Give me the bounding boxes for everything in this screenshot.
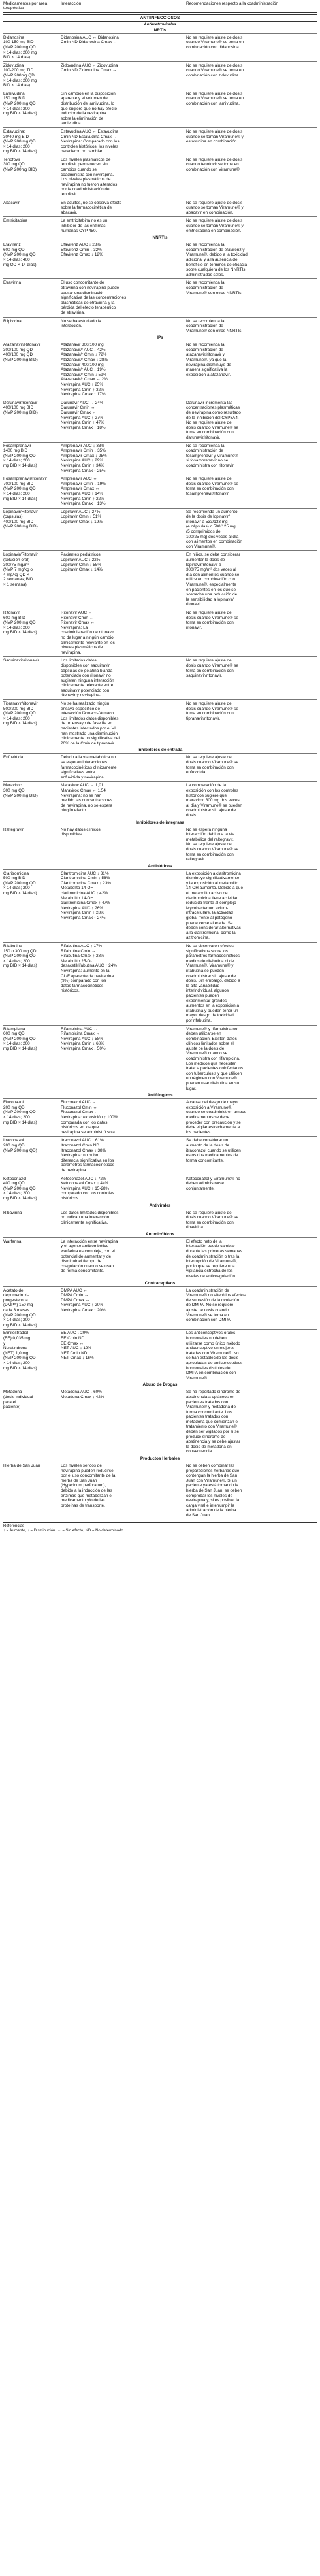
- drug-cell: Zidovudina 100-200 mg TID (NVP 200mg QD × 14 días; 200 mg BID × 14 días): [3, 63, 37, 88]
- table-row: [3, 1209, 317, 1231]
- interaction-cell: Didanosina AUC ↔ Didanosina Cmin ND Didanosina Cmax ↔: [61, 35, 119, 45]
- table-row: [3, 278, 317, 316]
- drug-cell: Fluconazol 200 mg QD (NVP 200 mg QD × 14 días; 200 mg BID × 14 días): [3, 1100, 37, 1125]
- subsection-subtitle: IPs: [157, 335, 163, 341]
- drug-cell: Didanosina 100-150 mg BID (NVP 200 mg QD × 14 días; 200 mg BID × 14 días): [3, 35, 37, 60]
- interaction-cell: Rifampicina AUC ↔ Rifampicina Cmax ↔ Nevirapina AUC ↓ 58% Nevirapina Cmin ↓ 68% Nevirapina Cmax ↓ 50%: [61, 1026, 106, 1051]
- drug-cell: Raltegravir: [3, 827, 24, 832]
- recommendation-cell: No se requiere ajuste de dosis cuando Viramune® se toma en combinación con enfuvirtida.: [186, 755, 238, 775]
- table-row: [3, 550, 317, 609]
- recommendation-cell: No se deben combinar las preparaciones herbarias que contengan la hierba de San Juan con Viramune®. Si un paciente ya está tomando la hierba de San Juan, se deben comprobar los niveles de nevirapina y, si es posible, la carga viral e interrumpir la administración de la hierba de San Juan.: [186, 1464, 242, 1518]
- drug-cell: Efavirenz 600 mg QD (NVP 200 mg QD × 14 días; 400 mg QD × 14 días): [3, 243, 37, 267]
- interaction-cell: DMPA AUC ↔ DMPA Cmin ↔ DMPA Cmax ↔ Nevirapina AUC ↑ 20% Nevirapina Cmax ↑ 20%: [61, 1288, 106, 1313]
- table-row: [3, 442, 317, 475]
- interaction-cell: Ritonavir AUC ↔ Ritonavir Cmin ↔ Ritonavir Cmax ↔ Nevirapina: La coadministración de ritonavir no da lugar a ningún cambio clínicamente relevante en los niveles plasmáticos de nevirapina.: [61, 610, 115, 655]
- drug-cell: Metadona (dosis individual para el paciente): [3, 1390, 33, 1410]
- recommendation-cell: No se requiere ajuste de dosis cuando Viramune® se toma en combinación con lamivudina.: [186, 91, 244, 106]
- table-row: [3, 1098, 317, 1136]
- subsection-subtitle: Inhibidores de integrasa: [136, 820, 184, 825]
- drug-cell: Itraconazol 200 mg QD (NVP 200 mg QD): [3, 1138, 37, 1153]
- table-row: [3, 609, 317, 656]
- recommendation-cell: Se recomienda un aumento de la dosis de lopinavir/ ritonavir a 533/133 mg (4 cápsulas) o 500/125 mg (5 comprimidos de 100/25 mg) dos veces al día con alimentos en combinación con Viramune®.: [186, 509, 242, 549]
- subsection-subtitle: Contraceptivos: [144, 1280, 176, 1286]
- recommendation-cell: No se recomienda la coadministración de efavirenz y Viramune®, debido a la toxicidad adicional y a la ausencia de beneficio en términos de eficacia sobre cualquiera de los NNRTIs administrados solos.: [186, 243, 248, 277]
- interaction-cell: Metadona AUC ↓ 60% Metadona Cmax ↓ 42%: [61, 1390, 104, 1399]
- recommendation-cell: No se requiere ajuste de dosis cuando se toman Viramune® y estavudina en combinación.: [186, 129, 244, 144]
- table-row: [3, 508, 317, 551]
- recommendation-cell: No se espera ninguna interacción debido a la vía metabólica del raltegravir. No se requiere ajuste de dosis cuando Viramune® se toma en combinación con raltegravir.: [186, 827, 238, 862]
- drug-cell: Tipranavir/ritonavir 500/200 mg BID (NVP 200 mg QD × 14 días; 200 mg BID × 14 días): [3, 701, 38, 726]
- interaction-cell: La interacción entre nevirapina y el agente antitrombótico warfarina es compleja, con el potencial de aumentar y de disminuir el tiempo de coagulación cuando se usan de forma concomitante.: [61, 1239, 118, 1274]
- table-row: [3, 216, 317, 235]
- interaction-cell: No hay datos clínicos disponibles.: [61, 827, 101, 837]
- drug-cell: Darunavir/ritonavir 400/100 mg BID (NVP 200 mg BID): [3, 400, 38, 415]
- recommendation-cell: No se requiere ajuste de dosis cuando se toman Viramune® y emtricitabina en combinación.: [186, 218, 244, 233]
- interaction-cell: Los datos limitados disponibles no indican una interacción clínicamente significativa.: [61, 1210, 119, 1225]
- recommendation-cell: No se requiere ajuste de dosis cuando Viramune® se toma en combinación con ribavirina.: [186, 1210, 238, 1230]
- drug-cell: Lopinavir/Ritonavir (solución oral) 300/75 mg/m² (NVP 7 mg/kg o 4 mg/kg QD × 2 semanas; BID × 1 semana): [3, 552, 38, 587]
- table-row: [3, 1462, 317, 1520]
- drug-cell: Etravirina: [3, 280, 21, 286]
- subsection-subtitle: Inhibidores de entrada: [137, 748, 183, 753]
- table-row: [3, 33, 317, 61]
- recommendation-cell: No se recomienda la coadministración de atazanavir/ritonavir y Viramune®, ya que la nevirapina disminuye de manera significativa la exposición a atazanavir.: [186, 343, 231, 377]
- recommendation-cell: Darunavir incrementa las concentraciones plasmáticas de nevirapina como resultado de la inhibición del CYP3A4. No se requiere ajuste de dosis cuando Viramune® se toma en combinación con darunavir/ritonavir.: [186, 400, 241, 440]
- recommendation-cell: No se requiere ajuste de dosis cuando Viramune® se toma en combinación con didanosina.: [186, 35, 244, 50]
- table-row: [3, 61, 317, 90]
- interaction-cell: EE AUC ↓ 20% EE Cmin ND EE Cmax ↔ NET AUC ↓ 19% NET Cmin ND NET Cmax ↓ 16%: [61, 1331, 94, 1361]
- footnote: ↑ = Aumento, ↓ = Disminución, ↔ = Sin efecto, ND = No determinado: [3, 1528, 123, 1533]
- recommendation-cell: Se ha reportado síndrome de abstinencia a opiáceos en pacientes tratados con Viramune® y metadona de forma concomitante. Los pacientes tratados con metadona que comienzan el tratamiento con Viramune® deben ser vigilados por si se produce síndrome de abstinencia y se debe ajustar la dosis de metadona en consecuencia.: [186, 1390, 241, 1454]
- drug-cell: Ritonavir 600 mg BID (NVP 200 mg QD × 14 días; 200 mg BID × 14 días): [3, 610, 37, 635]
- table-row: [3, 1175, 317, 1203]
- interaction-cell: No se ha realizado ningún ensayo específico de interacción fármaco-fármaco. Los limitados datos disponibles de un ensayo de fase IIa en pacientes infectados por el VIH han mostrado una disminución clínicamente no significativa del 20% de la Cmin de tipranavir.: [61, 701, 120, 746]
- drug-cell: Rifabutina 150 o 300 mg QD (NVP 200 mg QD × 14 días; 200 mg BID × 14 días): [3, 944, 37, 969]
- interaction-cell: Zidovudina AUC ↔ Zidovudina Cmin ND Zidovudina Cmax ↔: [61, 63, 118, 73]
- table-row: [3, 90, 317, 127]
- table-row: [3, 341, 317, 399]
- drug-cell: Lopinavir/Ritonavir (cápsulas) 400/100 mg BID (NVP 200 mg BID): [3, 509, 38, 529]
- recommendation-cell: No se recomienda la coadministración de Viramune® con otros NNRTIs.: [186, 318, 243, 333]
- footnotes: [3, 1522, 317, 1533]
- interaction-cell: Claritromicina AUC ↓ 31% Claritromicina Cmin ↓ 56% Claritromicina Cmax ↓ 23% Metabolito 14-OH claritromicina AUC ↑ 42% Metabolito 14-OH claritromicina Cmax ↑ 47% Nevirapina AUC ↑ 26% Nevirapina Cmin ↑ 28% Nevirapina Cmax ↑ 24%: [61, 871, 112, 921]
- recommendation-cell: La coadministración de Viramune® no alteró los efectos de supresión de la ovulación de DMPA. No se requiere ajuste de dosis cuando Viramune® se toma en combinación con DMPA.: [186, 1288, 246, 1323]
- table-row: [3, 1388, 317, 1456]
- interaction-cell: Sin cambios en la disposición aparente y el volumen de distribución de lamivudina, lo que sugiere que no hay efecto inductor de la nevirapina sobre la eliminación de lamivudina.: [61, 91, 117, 126]
- table-row: [3, 1237, 317, 1280]
- drug-cell: Ribavirina: [3, 1210, 22, 1215]
- footnote: Referencias: [3, 1524, 25, 1528]
- interaction-cell: Itraconazol AUC ↓ 61% Itraconazol Cmin ND Itraconazol Cmax ↓ 38% Nevirapina: no hubo diferencia significativa en los parámetros farmacocinéticos de nevirapina.: [61, 1138, 115, 1173]
- section-title: ANTIINFECCIOSOS: [3, 14, 317, 22]
- drug-cell: Estavudina: 30/40 mg BID (NVP 200 mg QD × 14 días; 200 mg BID × 14 días): [3, 129, 37, 154]
- recommendation-cell: La exposición a claritromicina disminuyó significativamente y la exposición al metabolito 14-OH aumentó. Debido a que el metabolito activo de claritromicina tiene actividad reducida frente al complejo Mycobacterium avium- intracellulare, la actividad global frente al patógeno puede verse alterada. Se deben considerar alternativas a la claritromicina, como la azitromicina.: [186, 871, 244, 941]
- subsection-subtitle: Abuso de Drogas: [142, 1382, 178, 1388]
- drug-cell: Hierba de San Juan: [3, 1464, 40, 1469]
- drug-cell: Fosamprenavir/ritonavir 700/100 mg BID (NVP 200 mg QD × 14 días; 200 mg BID × 14 días): [3, 477, 48, 501]
- drug-cell: Abacavir: [3, 200, 20, 205]
- interaction-cell: Los limitados datos disponibles con saquinavir cápsulas de gelatina blanda potenciado con ritonavir no sugieren ninguna interacción clínicamente relevante entre saquinavir potenciado con ritonavir y nevirapina.: [61, 658, 114, 698]
- interaction-cell: Los niveles plasmáticos de tenofovir permanecen sin cambios cuando se coadministra con nevirapina. Los niveles plasmáticos de nevirapina no fueron alterados por la coadministración de tenofovir.: [61, 157, 118, 197]
- drug-cell: Emtricitabina: [3, 218, 27, 224]
- header-recommendation: Recomendaciones respecto a la coadministración: [186, 1, 279, 6]
- interaction-cell: Darunavir AUC ↔ 24% Darunavir Cmin ↔ Darunavir Cmax ↔ Nevirapina AUC ↑ 27% Nevirapina Cmin ↑ 47% Nevirapina Cmax ↑ 18%: [61, 400, 106, 430]
- interaction-cell: Fluconazol AUC ↔ Fluconazol Cmin ↔ Fluconazol Cmax ↔ Nevirapina: exposición ↑ 100% comparada con los datos históricos en los que nevirapina se administró sola.: [61, 1100, 118, 1135]
- drug-cell: Atazanavir/Ritonavir 300/100 mg QD 400/100 mg QD (NVP 200 mg BID): [3, 343, 41, 363]
- drug-cell: Enfuvirtida: [3, 755, 24, 760]
- subsection-subtitle: Productos Herbales: [140, 1456, 180, 1462]
- table-row: [3, 1329, 317, 1382]
- subsection-subtitle: Antimicóbicos: [145, 1231, 175, 1237]
- drug-cell: Etinilestradiol (EE) 0,035 mg y Noretindrona (NET) 1,0 mg (NVP 200 mg QD × 14 días; 200 mg BID × 14 días): [3, 1331, 37, 1371]
- recommendation-cell: A causa del riesgo de mayor exposición a Viramune®, cuando se coadministren ambos medicamentos se debe proceder con precaución y se debe vigilar estrechamente a los pacientes.: [186, 1100, 247, 1135]
- table-row: [3, 241, 317, 278]
- table-row: [3, 156, 317, 199]
- interaction-cell: Maraviroc AUC ↔ 1,01 Maraviroc Cmax ↔ 1,54 Nevirapina: no se han medido las concentraciones de nevirapina, no se espera ningún efecto.: [61, 783, 113, 813]
- subsection-subtitle: NRTIs: [153, 27, 167, 33]
- drug-cell: Rilpivirina: [3, 318, 22, 324]
- drug-cell: Ketoconazol 400 mg QD (NVP 200 mg QD × 14 días; 200 mg BID × 14 días): [3, 1176, 37, 1201]
- interaction-cell: Los niveles séricos de nevirapina pueden reducirse por el uso concomitante de la hierba de San Juan (Hypericum perforatum), debido a la inducción de las enzimas que metabolizan el medicamento y/o de las proteínas de transporte.: [61, 1464, 116, 1508]
- recommendation-cell: El efecto neto de la interacción puede cambiar durante las primeras semanas de coadministración o tras la interrupción de Viramune®, por lo que se requiere una vigilancia estrecha de los niveles de anticoagulación.: [186, 1239, 242, 1279]
- subsection-subtitle: Antibióticos: [148, 863, 172, 869]
- drug-cell: Claritromicina 500 mg BID (NVP 200 mg QD × 14 días; 200 mg BID × 14 días): [3, 871, 37, 896]
- header-interaction: Interacción: [61, 1, 82, 6]
- recommendation-cell: En niños, se debe considerar aumentar la dosis de lopinavir/ritonavir a 300/75 mg/m² dos veces al día con alimentos cuando se utilice en combinación con Viramune®, especialmente en pacientes en los que se sospeche una reducción de la sensibilidad a lopinavir/ ritonavir.: [186, 552, 240, 607]
- drug-cell: Maraviroc 300 mg QD (NVP 200 mg BID): [3, 783, 38, 798]
- drug-cell: Warfarina: [3, 1239, 22, 1244]
- table-row: [3, 1025, 317, 1093]
- recommendation-cell: Ketoconazol y Viramune® no deben administrarse conjuntamente.: [186, 1176, 240, 1191]
- interaction-cell: La emtricitabina no es un inhibidor de las enzimas humanas CYP 450.: [61, 218, 108, 233]
- interaction-cell: Pacientes pediátricos: Lopinavir AUC ↓ 22% Lopinavir Cmin ↓ 55% Lopinavir Cmax ↓ 14%: [61, 552, 103, 573]
- table-row: [3, 942, 317, 1025]
- interaction-cell: No se ha estudiado la interacción.: [61, 318, 101, 329]
- table-row: [3, 781, 317, 819]
- interactions-table: [3, 1, 317, 1533]
- interaction-cell: Estavudina AUC ↔ Estavudina Cmin ND Estavudina Cmax ↔ Nevirapina: Comparado con los controles históricos, los niveles parecieron no cambiar.: [61, 129, 120, 154]
- table-row: [3, 199, 317, 217]
- recommendation-cell: No se recomienda la coadministración de Viramune® con otros NNRTIs.: [186, 280, 243, 295]
- table-row: [3, 826, 317, 863]
- drug-cell: Lamivudina 150 mg BID (NVP 200 mg QD × 14 días; 200 mg BID × 14 días): [3, 91, 37, 116]
- recommendation-cell: La comparación de la exposición con los controles históricos sugiere que maraviroc 300 mg dos veces al día y Viramune® se pueden coadministrar sin ajuste de dosis.: [186, 783, 242, 818]
- recommendation-cell: No se requiere ajuste de dosis cuando Viramune® se toma en combinación con ritonavir.: [186, 610, 238, 630]
- recommendation-cell: No se observaron efectos significativos sobre los parámetros farmacocinéticos medios de rifabutina ni de Viramune®. Viramune® y rifabutina se pueden coadministrar sin ajuste de dosis. Sin embargo, debido a la alta variabilidad interindividual, algunos pacientes pueden experimentar grandes aumentos en la exposición a rifabutina y pueden tener un mayor riesgo de toxicidad por rifabutina.: [186, 944, 240, 1023]
- recommendation-cell: Viramune® y rifampicina no deben utilizarse en combinación. Existen datos clínicos limitados sobre el ajuste de la dosis de Viramune® cuando se coadministra con rifampicina. Los médicos que necesiten tratar a pacientes coinfectados con tuberculosis y que utilicen un régimen con Viramune® pueden usar rifabutina en su lugar.: [186, 1026, 244, 1091]
- subsection-subtitle: Antivirales: [149, 1203, 171, 1208]
- drug-cell: Tenofovir 300 mg QD (NVP 200mg BID): [3, 157, 37, 173]
- interaction-cell: Amprenavir AUC ↔ Amprenavir Cmin ↓ 19% Amprenavir Cmax ↔ Nevirapina AUC ↑ 14% Nevirapina Cmin ↑ 22% Nevirapina Cmax ↑ 13%: [61, 477, 106, 507]
- interaction-cell: Atazanavir 300/100 mg: Atazanavir/r AUC ↓ 42% Atazanavir/r Cmin ↓ 72% Atazanavir/r Cmax ↓ 28% Atazanavir 400/100 mg: Atazanavir/r AUC ↓ 19% Atazanavir/r Cmin ↓ 59% Atazanavir/r Cmax ↔ 2% Nevirapina AUC ↑ 25% Nevirapina Cmin ↑ 32% Nevirapina Cmax ↑ 17%: [61, 343, 108, 397]
- table-row: [3, 753, 317, 781]
- table-row: [3, 699, 317, 747]
- subsection-subtitle: NNRTIs: [152, 235, 168, 241]
- interaction-cell: Efavirenz AUC ↓ 28% Efavirenz Cmin ↓ 32% Efavirenz Cmax ↓ 12%: [61, 243, 103, 258]
- drug-cell: Fosamprenavir 1400 mg BID (NVP 200 mg QD × 14 días; 200 mg BID × 14 días): [3, 443, 37, 468]
- table-row: [3, 1136, 317, 1174]
- recommendation-cell: No se requiere ajuste de dosis cuando Viramune® se toma en combinación con tipranavir/ritonavir.: [186, 701, 238, 721]
- table-row: [3, 656, 317, 699]
- recommendation-cell: No se recomienda la coadministración de fosamprenavir y Viramune® si fosamprenavir no se coadministra con ritonavir.: [186, 443, 238, 468]
- table-row: [3, 869, 317, 942]
- header-drug: Medicamentos por área terapéutica: [3, 1, 48, 11]
- table-row: [3, 127, 317, 156]
- table-body: [3, 14, 317, 1520]
- interaction-cell: El uso concomitante de etravirina con nevirapina puede causar una disminución significativa de las concentraciones plasmáticas de etravirina y la pérdida del efecto terapéutico de etravirina.: [61, 280, 127, 315]
- table-row: [3, 317, 317, 335]
- recommendation-cell: No se requiere ajuste de dosis cuando Viramune® se toma en combinación con zidovudina.: [186, 63, 244, 78]
- interaction-cell: Debido a la vía metabólica no se esperan interacciones farmacocinéticas clínicamente significativas entre enfuvirtida y nevirapina.: [61, 755, 117, 780]
- subsection-title: Antirretrovirales: [144, 22, 176, 27]
- interaction-cell: Lopinavir AUC ↓ 27% Lopinavir Cmin ↓ 51% Lopinavir Cmax ↓ 19%: [61, 509, 103, 524]
- table-row: [3, 399, 317, 442]
- interaction-cell: En adultos, no se observa efecto sobre la farmacocinética de abacavir.: [61, 200, 122, 215]
- interaction-cell: Ketoconazol AUC ↓ 72% Ketoconazol Cmax ↓ 44% Nevirapina AUC ↑ 15-28% comparado con los controles históricos.: [61, 1176, 114, 1201]
- subsection-subtitle: Antifúngicos: [147, 1093, 173, 1098]
- interaction-cell: Amprenavir AUC ↓ 33% Amprenavir Cmin ↓ 35% Amprenavir Cmax ↓ 25% Nevirapina AUC ↑ 29% Nevirapina Cmin ↑ 34% Nevirapina Cmax ↑ 25%: [61, 443, 107, 473]
- table-header: [3, 1, 317, 13]
- recommendation-cell: No se requiere ajuste de dosis cuando Viramune® se toma en combinación con saquinavir/ritonavir.: [186, 658, 238, 678]
- table-row: [3, 1286, 317, 1330]
- table-row: [3, 475, 317, 508]
- drug-cell: Saquinavir/ritonavir: [3, 658, 39, 663]
- recommendation-cell: Los anticonceptivos orales hormonales no deben utilizarse como único método anticonceptivo en mujeres tratadas con Viramune®. No se han establecido las dosis apropiadas de anticonceptivos hormonales distintos de DMPA en combinación con Viramune®.: [186, 1331, 243, 1380]
- recommendation-cell: Se debe considerar un aumento de la dosis de itraconazol cuando se utilicen estos dos medicamentos de forma concomitante.: [186, 1138, 241, 1163]
- recommendation-cell: No se requiere ajuste de dosis cuando tenofovir se toma en combinación con Viramune®.: [186, 157, 243, 173]
- drug-cell: Rifampicina 600 mg QD (NVP 200 mg QD × 14 días; 200 mg BID × 14 días): [3, 1026, 37, 1051]
- recommendation-cell: No se requiere ajuste de dosis cuando se toman Viramune® y abacavir en combinación.: [186, 200, 244, 215]
- drug-cell: Acetato de depomedroxi- progesterona (DMPA) 150 mg cada 3 meses (NVP 200 mg QD × 14 días; 200 mg BID × 14 días): [3, 1288, 37, 1328]
- interaction-cell: Rifabutina AUC ↑ 17% Rifabutina Cmin ↔ Rifabutina Cmax ↑ 28% Metabolito 25-O- desacetilrifabutina AUC ↑ 24% Nevirapina: aumento en la CL/F aparente de nevirapina (9%) comparado con los datos farmacocinéticos históricos.: [61, 944, 117, 994]
- recommendation-cell: No se requiere ajuste de dosis cuando Viramune® se toma en combinación con fosamprenavir/ritonavir.: [186, 477, 238, 496]
